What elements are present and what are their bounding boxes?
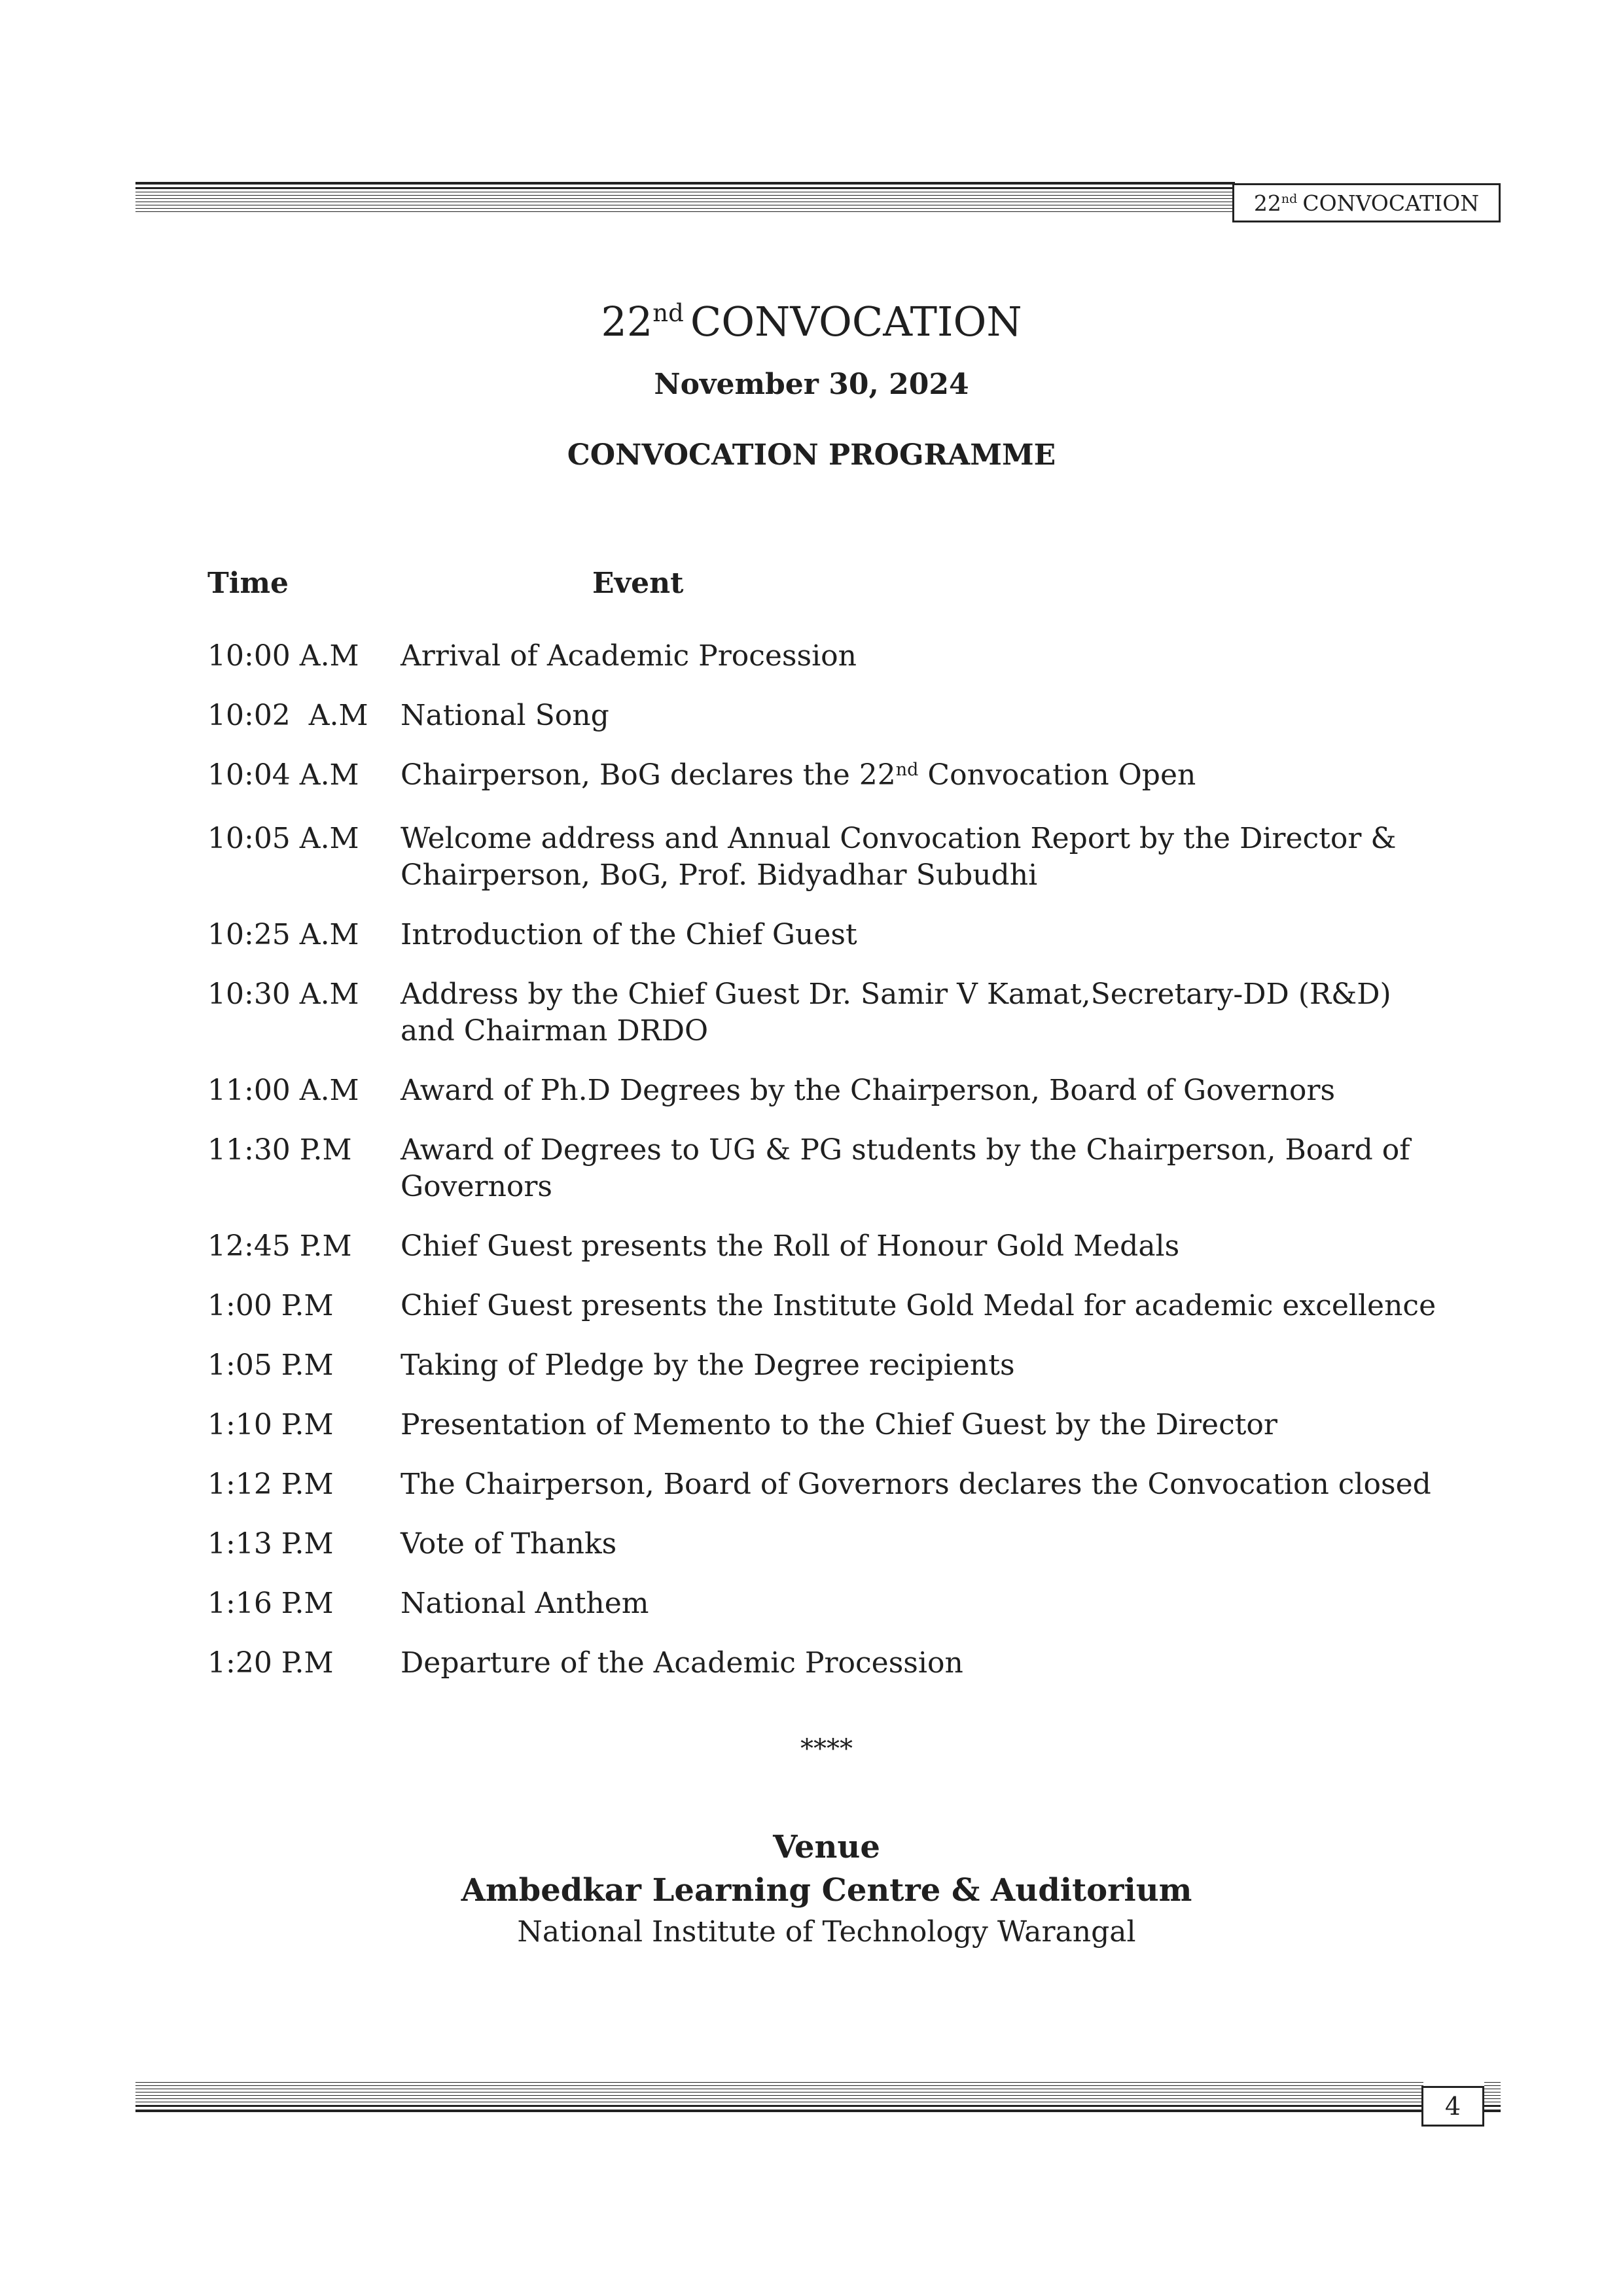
header-label-text: CONVOCATION	[1302, 190, 1480, 216]
venue-block	[0, 1826, 1623, 1952]
rule-line	[1484, 2085, 1501, 2086]
rule-line	[1484, 2105, 1501, 2107]
rule-line	[135, 2105, 1423, 2107]
event-column-heading: Event	[592, 567, 684, 600]
rule-line	[135, 2095, 1423, 2096]
schedule-event-text: Convocation Open	[918, 758, 1196, 792]
schedule-row	[207, 1645, 1451, 1682]
schedule-time: 1:05 P.M	[207, 1349, 334, 1382]
schedule-event: Taking of Pledge by the Degree recipients	[401, 1349, 1015, 1382]
schedule-event: Welcome address and Annual Convocation Report by the Director & Chairperson, BoG, Prof. Bidyadhar Subudhi	[401, 822, 1397, 892]
schedule-time: 10:30 A.M	[207, 978, 359, 1011]
rule-line	[135, 211, 1235, 212]
rule-line	[1484, 2095, 1501, 2096]
schedule-time: 1:00 P.M	[207, 1289, 334, 1322]
schedule-time: 1:20 P.M	[207, 1646, 334, 1680]
schedule-event: Departure of the Academic Procession	[401, 1646, 963, 1680]
header-label-number: 22	[1253, 190, 1281, 216]
schedule-time: 1:13 P.M	[207, 1527, 334, 1561]
schedule-event: Vote of Thanks	[401, 1527, 617, 1561]
schedule-time: 1:16 P.M	[207, 1587, 334, 1620]
header-label-suffix: nd	[1281, 192, 1298, 206]
schedule-time: 1:12 P.M	[207, 1468, 334, 1501]
schedule-row	[207, 1585, 1451, 1622]
schedule-event: Chief Guest presents the Institute Gold Medal for academic excellence	[401, 1289, 1436, 1322]
schedule-row	[207, 1132, 1451, 1205]
venue-label: Venue	[773, 1829, 880, 1865]
schedule-row	[207, 1347, 1451, 1384]
schedule-time: 10:04 A.M	[207, 758, 359, 792]
rule-line	[135, 2110, 1423, 2112]
schedule-time: 11:00 A.M	[207, 1074, 359, 1107]
programme-heading: CONVOCATION PROGRAMME	[567, 438, 1056, 472]
schedule-event: Address by the Chief Guest Dr. Samir V Kamat,Secretary-DD (R&D) and Chairman DRDO	[401, 978, 1391, 1048]
schedule-event: Introduction of the Chief Guest	[401, 918, 857, 951]
schedule-time: 1:10 P.M	[207, 1408, 334, 1441]
rule-line	[1484, 2082, 1501, 2083]
rule-line	[135, 195, 1235, 196]
schedule-time: 10:25 A.M	[207, 918, 359, 951]
rule-line	[135, 2085, 1423, 2086]
schedule-row	[207, 1228, 1451, 1265]
schedule-row	[207, 1407, 1451, 1443]
rule-line	[1484, 2092, 1501, 2093]
rule-line	[135, 208, 1235, 209]
convocation-date: November 30, 2024	[654, 368, 969, 401]
schedule-event: The Chairperson, Board of Governors declares the Convocation closed	[401, 1468, 1431, 1501]
rule-line	[135, 2082, 1423, 2083]
schedule-event: Presentation of Memento to the Chief Guest by the Director	[401, 1408, 1277, 1441]
schedule-time: 12:45 P.M	[207, 1229, 352, 1263]
rule-line	[135, 182, 1235, 185]
schedule-row	[207, 698, 1451, 734]
schedule-event	[401, 757, 1451, 798]
schedule-event: National Anthem	[401, 1587, 649, 1620]
footer-rule-tail	[1484, 2082, 1501, 2121]
venue-institute: National Institute of Technology Warangal	[517, 1915, 1136, 1949]
schedule-row	[207, 821, 1451, 894]
schedule-time: 11:30 P.M	[207, 1133, 352, 1167]
rule-line	[135, 2098, 1423, 2099]
page-title	[0, 298, 1623, 345]
schedule-event-text: Chairperson, BoG declares the 22	[401, 758, 896, 792]
section-separator: ****	[800, 1734, 853, 1764]
schedule-row	[207, 1288, 1451, 1324]
header-rule-lines	[135, 182, 1235, 221]
schedule-event: Chief Guest presents the Roll of Honour Gold Medals	[401, 1229, 1180, 1263]
schedule-event: Arrival of Academic Procession	[401, 639, 857, 673]
rule-line	[1484, 2110, 1501, 2112]
rule-line	[1484, 2098, 1501, 2099]
schedule-row	[207, 757, 1451, 798]
schedule-row	[207, 1466, 1451, 1503]
schedule-row	[207, 1072, 1451, 1109]
title-text: CONVOCATION	[690, 298, 1022, 345]
schedule-event: Award of Degrees to UG & PG students by the Chairperson, Board of Governors	[401, 1133, 1410, 1203]
page-number: 4	[1421, 2086, 1484, 2127]
schedule-event: National Song	[401, 699, 609, 732]
schedule-event: Award of Ph.D Degrees by the Chairperson, Board of Governors	[401, 1074, 1336, 1107]
footer-rule-lines	[135, 2082, 1423, 2121]
header-convocation-label	[1232, 183, 1501, 222]
rule-line	[135, 2092, 1423, 2093]
schedule-row	[207, 1526, 1451, 1563]
schedule-row	[207, 917, 1451, 953]
title-number: 22	[601, 298, 653, 345]
schedule-time: 10:05 A.M	[207, 822, 359, 855]
title-suffix: nd	[652, 299, 684, 327]
rule-line	[135, 198, 1235, 199]
schedule-time: 10:02 A.M	[207, 699, 368, 732]
schedule-row	[207, 638, 1451, 675]
venue-place: Ambedkar Learning Centre & Auditorium	[461, 1872, 1192, 1909]
schedule-table	[207, 638, 1451, 1704]
schedule-row	[207, 976, 1451, 1050]
rule-line	[135, 187, 1235, 189]
schedule-event-suffix: nd	[895, 760, 919, 780]
time-column-heading: Time	[207, 567, 289, 600]
schedule-time: 10:00 A.M	[207, 639, 359, 673]
